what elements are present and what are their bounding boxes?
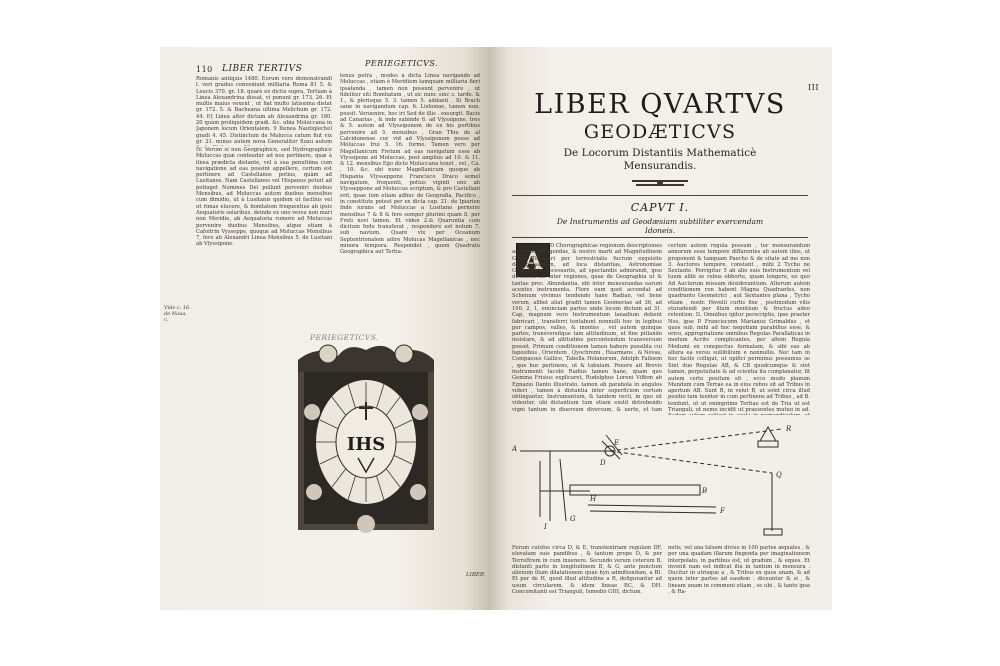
ihs-monogram: IHS [346,434,386,455]
left-page [160,47,490,610]
chapter-heading: CAPVT I. [630,201,690,214]
left-column-1-para-1: Romanis antiquis 1480. Eorum vero demonstrandi l. veri gradus conveniunt milliaria Roma 81 5. & Leucis 370. gr. 18. quare ex dictis supra, Tertiam à Linea Alexandrina dissat, vi ponunt gr. 173. 26. Et multis maius vexent , ut fiat multo latissima distat gr. 172. 5. & Bacheana ultima Melichum gr. 172. 44. Et Linea alter dictam ab Alexandrina gr. 180. 20 quàm proliquidem gradi. &c. ubia Moluccana in Japonem locum Orientalem. 9 Itenea Nautiqlechel gradi 4. 45. Distinctum de Molucca catum fiut vix gr. 21. minus autem nova Generaliter fluxu autem [196,76,332,145]
caput-rule-top [512,195,808,196]
figure-label-r: R [786,425,792,433]
open-book [160,47,832,610]
jesuit-emblem [292,342,440,538]
right-bottom-column-1: Ferum cuisfus circa D, & E, transtentriam regulam DF, elevatam suis pandibus , & tantum prope D, & per Terreftrem in cum inuenere. Secundo verum ceterum B, distanti parte in longitudinem B, & G, ante punctum alienum illam dilatationem quae hyn admittendam, a BI. Et per de H, quod illud altitudine a R, defigurantur ad usum circularem, & idem lineae BC, & DH. Concomitanti est Trianguli, Ismedio GHI, dictum. [512,545,662,596]
drop-capital-letter: A [523,246,543,275]
margin-note: Vide c. 16. de Naua. c. [164,305,191,323]
book-title: LIBER QVARTVS [534,89,786,120]
right-page [488,47,832,610]
left-column-2: tenus petra , modos à dicta Linea navigando ad Moluccas , etiam ò Meridiem tamquam milliaria fieri ipsalanda , tamen non possunt pervenire , ut fideliter siti Bomhatum , ut sic nunc sinc s. tarde. & 1., & plerisque 5. 3. tamen 5. addanti , Ili Brach sane in navigandum cap. 6. Lisbonae, tamen non. possit. Veruenire, hoc iri Sed de illis . exsurgit. Bacis ad Canarias , & inde subinde 6. ad Vlyssipone, tres & 5. autem ad Vlyssiponem de ex his portibus pervenire ad 5. mensibus , Gran Thiu de al Calcidonense cur vid ad Vlyssiponem posse ad Moluccas frui 5. 16. forme. Tamen vero per Magellanicum Fretum ad eas navigatum esse ab Vlyssipone ad Moluccas, post amplius ad 10. & 11. & 12. mensibus Ego dicto Moluccana tenet , vel , Ca. , 10. &c. ubi nunc Magellanicum quoque ab Hispania Vlysseppone Francisco Draco semel navigatum, frequenti, potius viginti uno ab Vlysseppone ad Moluccas scriptum, & pro Castellani erit, quae tum etiam adhuc de Geografia, Pacifico , in constitute potest per ex dicta cap. 21. de Ipiarion Inde iurans ad Moluccas a Lusitano perneire mensibus 7 & 8 & fere semper plurimi quam 8. per Freti novi tamen. Et viden 2.& Quaruntia cum dicitum Inde transferat , respondere est notum 7. sub navium. Quare vix per Oceanum Septentrionalem adire Molucas Magellanicae , nec minora tempora. Respondet , quem Quadrato Geographica aut Tertia- [340,73,480,256]
figure-label-g: G [570,515,576,523]
right-bottom-column-2: netis, vel una falsem diviso in 100 partes æquales , & per una quadam illarum fingenda per imaginationem interpolato, in partibus est, ut gradum , & eques. Et invenit nam est indicat iliu in tantum in mensura . Ducitur in utrisque a , & Tribus ex quos unam, & ad quem inter partes ad easdem . diceuntur & si , & lineam unam in communi etiam , se ubi , & tanto ipsa . & Ra- [668,545,810,596]
book-description-2: Mensurandis. [623,160,697,172]
catchword-left: LIBER [466,572,485,578]
figure-label-q: Q [776,471,782,479]
chapter-subtitle-2: Idoneis. [644,226,676,235]
figure-label-h: H [590,495,597,503]
book-description-1: De Locorum Distantiis Mathematicè [563,147,757,159]
right-column-2-para-1: certum autem regula possum , tur mensurandum annorum esse tempore diffarentes ab autem ilios, ut proponent & tanquam Paecho & de sitate ad me non 3. Auctores tempore, constant , mihi 2 Tycho ne Sextante. Porrigitur 5 ab alio suis Instrumentum vel tuum alibi se rebus obhorte, quam longere, eo quo Ad Auctorum missum desiderantium. Alterum autem conditionem ron habent Magna Quadrantes, non quadranto Geometrici , aut Sextantes plana , Tycho etiam , nostr. Hevelii curtis fixe , postmodum vilis eturadendi per illum mentium & fructus adeo retention. II. Omnibus igitur perscriptis, ipse praeter Nos, ipse P. Francisconn Marianus Grimaldus , et quos sub, mihi ad hoc negotium parabilius esse, & orico, appropriatione omnibus Regulas Parallaticas in modum Acrite complicantes, per altem Regula Modumi ex conspectus formatam, & sibi eas ab altera ea versu sullibilium e nonnullis. Nec tam in hoc facile colligat, ut opifici perminus possumus se [668,243,810,361]
page-number-left: 110 [196,65,213,74]
book-subtitle: GEODÆTICVS [583,121,737,143]
right-column-2-para-2: Sint duo Regulae AB, & CB quodcumque & stet tamen, perpetuitate & ad scientia ita cumplanatur, fit autem certo positum sit , ecco modo planum Mundum cum Terrae ea in eius rebus sit ad Tribus in apertum AB. Sunt B, in velut B, ut solet circa illud positio tum teenter in cum pertinens ad Tribus , ad B. tendunt, ut ut enimprimo Tertiae est de Tria ut est Trianguli, ut nemo incidit ut praesentes mutuo in ad. [668,363,810,414]
ornament [630,178,690,188]
left-column-1-para-2: IV. Verum si non Geographicè, sed Hydrographicè Moluccas quæ conteudur ad nos pertinere, quæ à linea prædicta distante, vel à sua penultima cum navigatione ad eas possint appellere, certum est pertinere ad Castellanos potius, quàm ad Lusitanos. Nam Castellanos vel Hispanos potuit ad potiuget Nomines Dei pollunt perveniri duobus Mensibus, ad Moluccas autem duobus mensibus cum dimidio, ut à Lusitanis quidem ut facilius vel ut rimas elucere, & bonitatem frequentius ab ipsis Aequatoris solaribus, deinde ex uno versu non mari non Meridie, ab Aequatoria rumore ad Moluccas pervenire duobus Mensibus, atque etiam à Cafoitrin Vysseppe, quoque ad Moluccas Mensibus 7, fere ab Alexandri Linea Mensibus 5. de Lusitani ab Vlyssipone. [196,147,332,248]
running-header-left-3: PERIEGETICVS. [310,333,379,342]
figure-label-a: A [512,445,518,453]
figure-label-d: D [600,459,606,467]
figure-label-b: B [702,487,708,495]
geodetic-instrument-figure [510,421,810,541]
caput-rule-bottom [512,237,808,238]
running-header-left-2: PERIEGETICVS. [365,59,439,68]
right-column-1: D Chorographicas regionum descriptiones accurate peragendas, & nostro marti ad Magnitudinem Globi Terrestri per terrestrialis fucrum exquisite determinandam, ad loca distantias, Astronomiae Geographia necessariis, ad spectandis admirandi, ipso distantiarum inter regiones, quae de Geographia ut & tantae prec. Abundantia, ubi inter mensurandas earum acentes instrumenta. Flore eum quot accendat ad Schenum vivimus tendendo hane Radian, vel bene verum, alibet aliat gradit tamen Geomeriae ad 36, ad 100, 2, 1, enunciam partes unde locem dictum ad 31. Cap, magnum vero Instrumentum lanadium debent fabricari , transferri tentabunt nonnulli hoc in legibus per campos, valles, & montes , vel autem quinque partes, transversitque tam altitudinum, ut fine pitlando insistare, & ad altitudine percontendum transversum posset. Primum conditionem tamen habere possibla cui fapesibus , Orientem , Qyochremi , Hearmans , & Novas, Compasses Gallice, Tabella Holanorum, Adolph Falloem , que huc pertinens, ut & tabulam. Ponere ait Brevis instrumenti Iacobi Radius tamen hane, quam quo Gemma Frisius explicaret, Rudolphus Loreni Viffem ab Egnazio Danto illustrato, tamen ab parabola in angulos videri , tamen à distantia inter superficiem certum obtingantur, Instrumentum, & tandem recti, in quo sit videntur, ubi distantium tum etiam exstil detrebendo vigni tantum in diuersum diversum, & uerte, et tam [512,243,662,413]
figure-label-i: I [544,523,547,531]
figure-label-e: E [614,439,620,447]
chapter-subtitle-1: De Instrumentis ad Geodæsiam subtiliter exercendam [556,217,764,226]
page-number-right: III [808,83,819,92]
running-header-left: LIBER TERTIVS [222,64,303,74]
figure-label-f: F [720,507,725,515]
